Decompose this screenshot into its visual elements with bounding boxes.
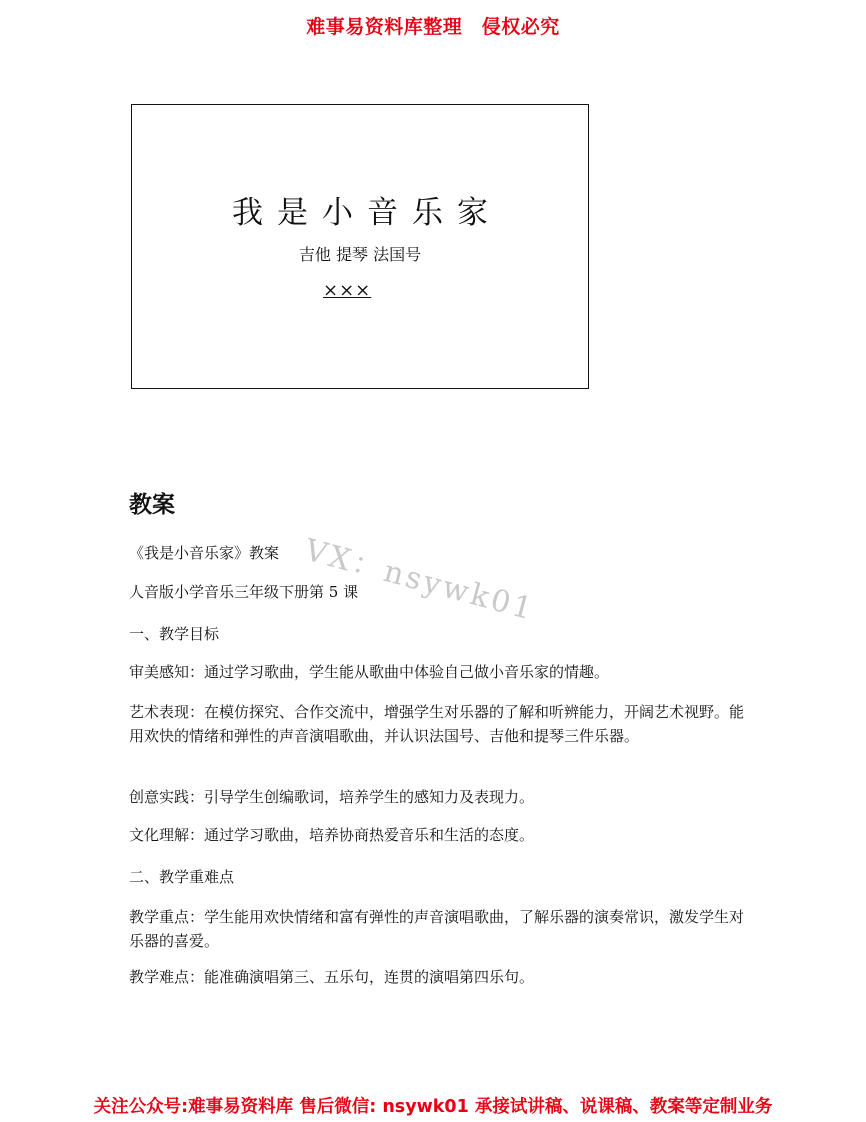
- section-title: 教案: [129, 492, 175, 518]
- paragraph-art-expression: 艺术表现：在模仿探究、合作交流中，增强学生对乐器的了解和听辨能力，开阔艺术视野。能用欢快的情绪和弹性的声音演唱歌曲，并认识法国号、吉他和提琴三件乐器。: [129, 703, 745, 745]
- paragraph-course-info: 人音版小学音乐三年级下册第 5 课: [129, 583, 359, 601]
- cover-title: 我是小音乐家: [232, 195, 502, 231]
- paragraph-cultural-understanding: 文化理解：通过学习歌曲，培养协商热爱音乐和生活的态度。: [129, 826, 535, 844]
- paragraph-difficult-point: 教学难点：能准确演唱第三、五乐句，连贯的演唱第四乐句。: [129, 968, 535, 986]
- heading-key-points: 二、教学重难点: [129, 868, 235, 886]
- paragraph-aesthetic: 审美感知：通过学习歌曲，学生能从歌曲中体验自己做小音乐家的情趣。: [129, 663, 610, 681]
- cover-author: ×××: [323, 280, 372, 301]
- watermark: VX：nsywk01: [300, 532, 539, 628]
- cover-subtitle: 吉他 提琴 法国号: [298, 245, 422, 264]
- paragraph-doc-title: 《我是小音乐家》教案: [129, 544, 280, 562]
- cover-box: [131, 104, 589, 389]
- copyright-header: 难事易资料库整理 侵权必究: [306, 16, 560, 38]
- paragraph-creative-practice: 创意实践：引导学生创编歌词，培养学生的感知力及表现力。: [129, 788, 535, 806]
- heading-teaching-goals: 一、教学目标: [129, 625, 220, 643]
- paragraph-key-point: 教学重点：学生能用欢快情绪和富有弹性的声音演唱歌曲，了解乐器的演奏常识，激发学生对乐器的喜爱。: [129, 908, 745, 950]
- promo-footer: 关注公众号:难事易资料库 售后微信: nsywk01 承接试讲稿、说课稿、教案等定制业务: [93, 1097, 773, 1117]
